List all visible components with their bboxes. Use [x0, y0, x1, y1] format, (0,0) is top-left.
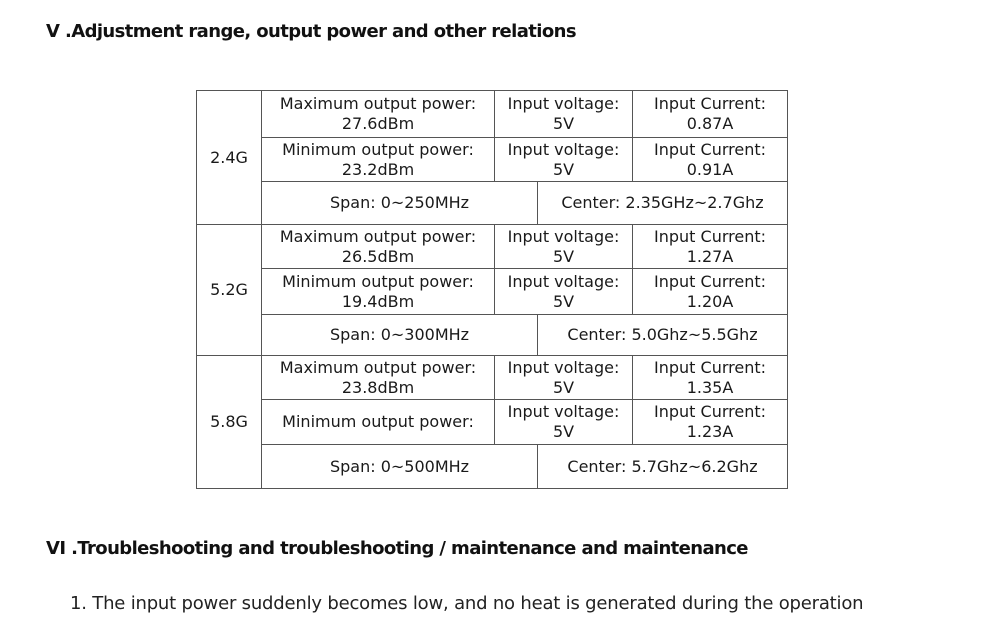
voltage-label: Input voltage: — [507, 226, 620, 246]
current-label: Input Current: — [654, 402, 766, 421]
max-power-cell — [262, 225, 495, 269]
min-power-value: 23.2dBm — [341, 159, 415, 179]
band-label: 2.4G — [197, 91, 262, 225]
min-power-cell — [262, 138, 495, 182]
voltage-cell — [495, 91, 633, 138]
min-power-label: Minimum output power: — [282, 412, 474, 431]
current-cell — [633, 91, 788, 138]
min-power-cell — [262, 269, 495, 315]
current-label: Input Current: — [654, 139, 766, 159]
max-power-label: Maximum output power: — [279, 226, 477, 246]
center-cell: Center: 5.0Ghz~5.5Ghz — [538, 315, 788, 356]
max-power-value: 26.5dBm — [341, 246, 415, 266]
voltage-label: Input voltage: — [507, 357, 620, 377]
band-label: 5.2G — [197, 225, 262, 356]
voltage-value: 5V — [552, 422, 575, 441]
current-cell — [633, 225, 788, 269]
voltage-cell — [495, 225, 633, 269]
max-power-value: 23.8dBm — [341, 377, 415, 397]
current-value: 1.20A — [686, 291, 734, 311]
voltage-value: 5V — [552, 246, 575, 266]
center-cell: Center: 2.35GHz~2.7Ghz — [538, 182, 788, 225]
voltage-label: Input voltage: — [507, 402, 620, 421]
current-cell — [633, 138, 788, 182]
voltage-label: Input voltage: — [507, 94, 620, 113]
current-value: 1.27A — [686, 246, 734, 266]
current-value: 0.87A — [686, 114, 734, 133]
min-power-cell — [262, 400, 495, 445]
table-row — [197, 91, 788, 138]
current-value: 1.35A — [686, 377, 734, 397]
voltage-label: Input voltage: — [507, 139, 620, 159]
max-power-label: Maximum output power: — [279, 357, 477, 377]
min-power-label: Minimum output power: — [282, 271, 474, 291]
center-cell: Center: 5.7Ghz~6.2Ghz — [538, 445, 788, 489]
current-label: Input Current: — [654, 271, 766, 291]
voltage-value: 5V — [552, 159, 575, 179]
current-value: 0.91A — [686, 159, 734, 179]
spec-table — [196, 90, 788, 489]
current-cell — [633, 400, 788, 445]
band-label: 5.8G — [197, 356, 262, 489]
max-power-cell — [262, 356, 495, 400]
span-cell: Span: 0~500MHz — [262, 445, 538, 489]
current-cell — [633, 356, 788, 400]
voltage-cell — [495, 400, 633, 445]
voltage-value: 5V — [552, 377, 575, 397]
max-power-cell — [262, 91, 495, 138]
voltage-cell — [495, 138, 633, 182]
section-6-heading: VI .Troubleshooting and troubleshooting / maintenance and maintenance — [46, 538, 748, 559]
section-5-heading: V .Adjustment range, output power and other relations — [46, 21, 576, 42]
min-power-label: Minimum output power: — [282, 139, 474, 159]
span-cell: Span: 0~250MHz — [262, 182, 538, 225]
voltage-value: 5V — [552, 114, 575, 133]
table-row — [197, 445, 788, 489]
table-row — [197, 400, 788, 445]
voltage-cell — [495, 269, 633, 315]
table-row — [197, 269, 788, 315]
current-cell — [633, 269, 788, 315]
table-row — [197, 315, 788, 356]
voltage-label: Input voltage: — [507, 271, 620, 291]
max-power-value: 27.6dBm — [341, 114, 415, 133]
current-label: Input Current: — [654, 357, 766, 377]
table-row — [197, 356, 788, 400]
current-value: 1.23A — [686, 422, 734, 441]
table-row — [197, 138, 788, 182]
span-cell: Span: 0~300MHz — [262, 315, 538, 356]
max-power-label: Maximum output power: — [279, 94, 477, 113]
voltage-cell — [495, 356, 633, 400]
current-label: Input Current: — [654, 226, 766, 246]
table-row — [197, 225, 788, 269]
troubleshooting-item-1: 1. The input power suddenly becomes low, and no heat is generated during the operation — [70, 593, 864, 614]
table-row — [197, 182, 788, 225]
min-power-value: 19.4dBm — [341, 291, 415, 311]
current-label: Input Current: — [654, 94, 766, 113]
voltage-value: 5V — [552, 291, 575, 311]
